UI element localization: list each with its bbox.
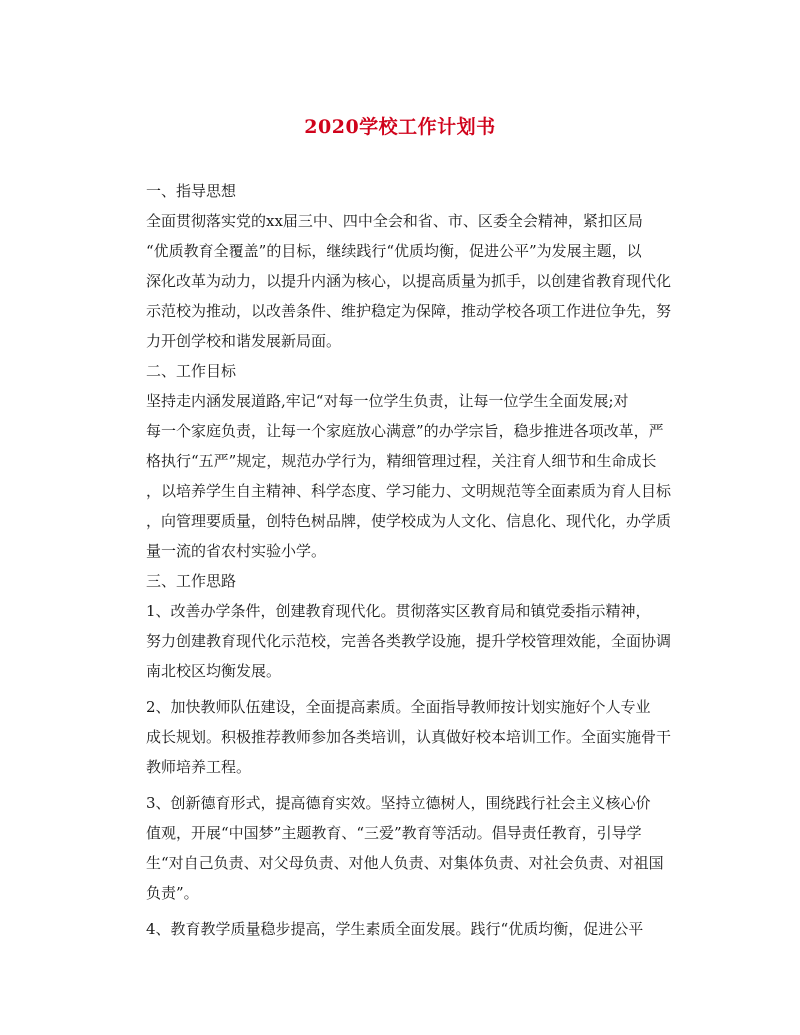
text-line: 力开创学校和谐发展新局面。 xyxy=(146,332,342,350)
text-line: ，以培养学生自主精神、科学态度、学习能力、文明规范等全面素质为育人目标 xyxy=(146,482,672,500)
text-line: 4、教育教学质量稳步提高，学生素质全面发展。践行“优质均衡，促进公平 xyxy=(146,920,644,938)
text-line: 2、加快教师队伍建设，全面提高素质。全面指导教师按计划实施好个人专业 xyxy=(146,698,651,716)
paragraph xyxy=(116,206,688,356)
text-line: 1、改善办学条件，创建教育现代化。贯彻落实区教育局和镇党委指示精神， xyxy=(146,602,651,620)
document-title: 2020学校工作计划书 xyxy=(304,116,496,138)
paragraph xyxy=(116,692,688,782)
text-line: 负责”。 xyxy=(146,884,199,902)
text-line: 生“对自己负责、对父母负责、对他人负责、对集体负责、对社会负责、对祖国 xyxy=(146,854,664,872)
text-line: 3、创新德育形式，提高德育实效。坚持立德树人，围绕践行社会主义核心价 xyxy=(146,794,651,812)
paragraph xyxy=(116,914,688,944)
paragraph xyxy=(116,788,688,908)
section-heading-work-goals: 二、工作目标 xyxy=(146,362,237,380)
text-line: 全面贯彻落实党的xx届三中、四中全会和省、市、区委全会精神，紧扣区局 xyxy=(146,212,643,230)
text-line: 南北校区均衡发展。 xyxy=(146,662,282,680)
text-line: 深化改革为动力，以提升内涵为核心，以提高质量为抓手，以创建省教育现代化 xyxy=(146,272,672,290)
text-line: 教师培养工程。 xyxy=(146,758,252,776)
text-line: ，向管理要质量，创特色树品牌，使学校成为人文化、信息化、现代化，办学质 xyxy=(146,512,672,530)
text-line: 格执行“五严”规定，规范办学行为，精细管理过程，关注育人细节和生命成长 xyxy=(146,452,657,470)
document-body xyxy=(116,176,688,944)
paragraph xyxy=(116,386,688,566)
section-heading-work-approach: 三、工作思路 xyxy=(146,572,237,590)
section-heading-guiding-ideology: 一、指导思想 xyxy=(146,182,237,200)
text-line: “优质教育全覆盖”的目标，继续践行“优质均衡，促进公平”为发展主题，以 xyxy=(146,242,642,260)
text-line: 每一个家庭负责，让每一个家庭放心满意”的办学宗旨，稳步推进各项改革，严 xyxy=(146,422,664,440)
text-line: 努力创建教育现代化示范校，完善各类教学设施，提升学校管理效能，全面协调 xyxy=(146,632,672,650)
text-line: 量一流的省农村实验小学。 xyxy=(146,542,327,560)
text-line: 值观，开展“中国梦”主题教育、“三爱”教育等活动。倡导责任教育，引导学 xyxy=(146,824,642,842)
text-line: 示范校为推动，以改善条件、维护稳定为保障，推动学校各项工作进位争先，努 xyxy=(146,302,672,320)
text-line: 成长规划。积极推荐教师参加各类培训，认真做好校本培训工作。全面实施骨干 xyxy=(146,728,672,746)
text-line: 坚持走内涵发展道路,牢记“对每一位学生负责，让每一位学生全面发展;对 xyxy=(146,392,629,410)
paragraph xyxy=(116,596,688,686)
